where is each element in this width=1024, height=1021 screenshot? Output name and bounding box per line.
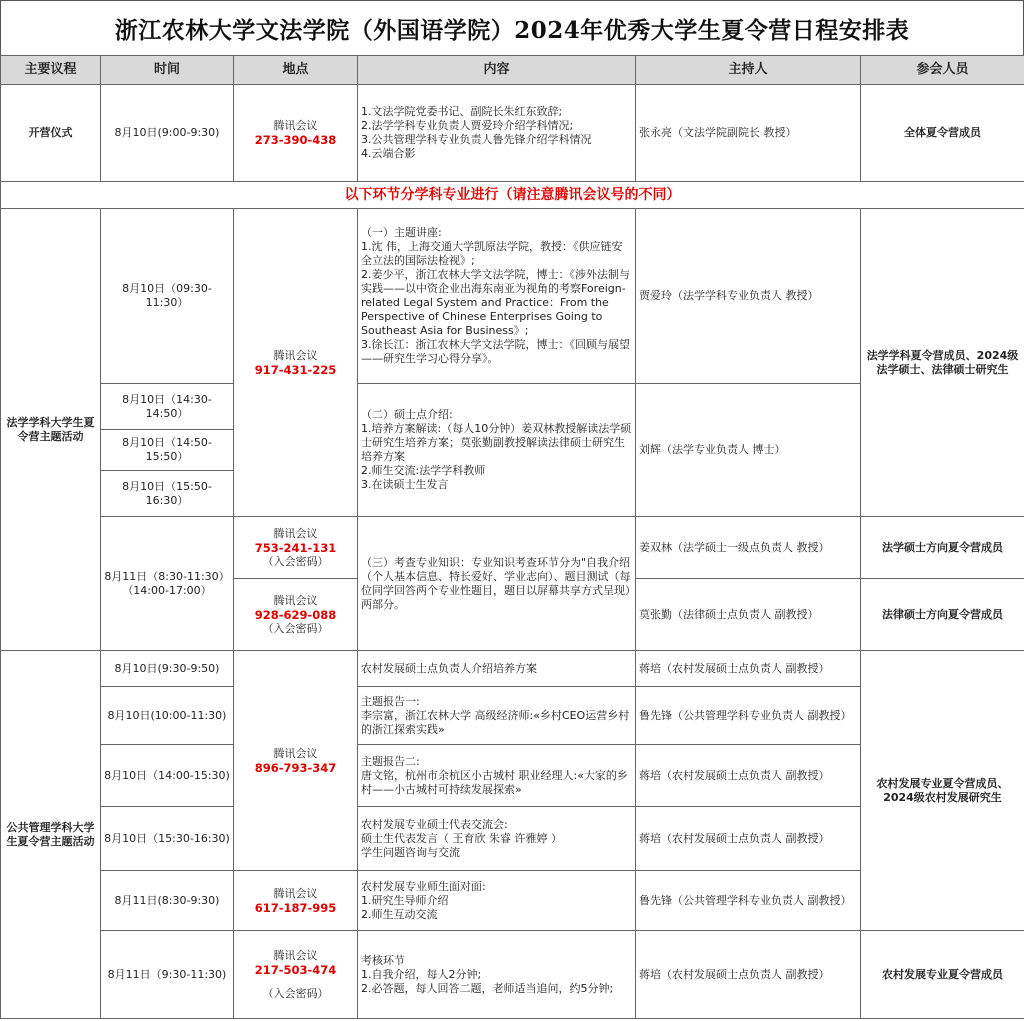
law-content-3: （三）考查专业知识：专业知识考查环节分为"自我介绍（个人基本信息、特长爱好、学业志向）、题目测试（每位同学回答两个专业性题目，题目以屏幕共享方式呈现）两部分。 <box>358 517 636 651</box>
pa-content-3: 主题报告二: 唐文铭，杭州市余杭区小古城村 职业经理人:«大家的乡村——小古城村可持续发展探索» <box>358 745 636 807</box>
law-row-5 <box>1 517 1024 579</box>
header-content: 内容 <box>358 56 636 85</box>
opening-row <box>1 85 1024 182</box>
schedule-table <box>0 55 1024 1019</box>
pa-row-1 <box>1 651 1024 687</box>
law-host-2: 刘辉（法学专业负责人 博士） <box>636 384 861 517</box>
law-venue-3 <box>234 579 358 651</box>
law-time-4: 8月10日（15:50-16:30） <box>101 471 234 517</box>
opening-venue-label: 腾讯会议 <box>273 119 318 132</box>
pa-venue-2-code: 617-187-995 <box>254 900 337 915</box>
pa-row-6 <box>1 931 1024 1019</box>
opening-host: 张永亮（文法学院副院长 教授） <box>636 85 861 182</box>
pa-time-6: 8月11日（9:30-11:30) <box>101 931 234 1019</box>
page-title: 浙江农林大学文法学院（外国语学院）2024年优秀大学生夏令营日程安排表 <box>0 0 1024 55</box>
pa-time-3: 8月10日（14:00-15:30) <box>101 745 234 807</box>
header-attendees: 参会人员 <box>861 56 1024 85</box>
opening-time: 8月10日(9:00-9:30) <box>101 85 234 182</box>
law-host-3: 姜双林（法学硕士一级点负责人 教授） <box>636 517 861 579</box>
pa-host-1: 蒋培（农村发展硕士点负责人 副教授） <box>636 651 861 687</box>
pa-attendees-6: 农村发展专业夏令营成员 <box>861 931 1024 1019</box>
pa-content-5: 农村发展专业师生面对面: 1.研究生导师介绍 2.师生互动交流 <box>358 871 636 931</box>
law-time-2: 8月10日（14:30-14:50） <box>101 384 234 430</box>
law-host-1: 贾爱玲（法学学科专业负责人 教授） <box>636 209 861 384</box>
opening-venue <box>234 85 358 182</box>
pa-venue-3-label: 腾讯会议 <box>273 948 318 962</box>
header-agenda: 主要议程 <box>1 56 101 85</box>
pa-content-2: 主题报告一: 李宗富，浙江农林大学 高级经济师:«乡村CEO运营乡村的浙江探索实践» <box>358 687 636 745</box>
law-agenda: 法学学科大学生夏令营主题活动 <box>1 209 101 651</box>
law-attendees-4: 法律硕士方向夏令营成员 <box>861 579 1024 651</box>
law-row-1 <box>1 209 1024 384</box>
header-time: 时间 <box>101 56 234 85</box>
law-venue-2-note: （入会密码） <box>262 554 329 568</box>
law-venue-2-code: 753-241-131 <box>254 540 337 555</box>
header-host: 主持人 <box>636 56 861 85</box>
header-row <box>1 56 1024 85</box>
pa-host-4: 蒋培（农村发展硕士点负责人 副教授） <box>636 807 861 871</box>
law-time-day2: 8月11日（8:30-11:30） （14:00-17:00） <box>101 517 234 651</box>
pa-time-2: 8月10日(10:00-11:30) <box>101 687 234 745</box>
law-time-1: 8月10日（09:30-11:30） <box>101 209 234 384</box>
pa-host-2: 鲁先锋（公共管理学科专业负责人 副教授） <box>636 687 861 745</box>
pa-time-4: 8月10日（15:30-16:30) <box>101 807 234 871</box>
pa-content-6: 考核环节 1.自我介绍，每人2分钟; 2.必答题，每人回答二题，老师适当追问，约5分钟; <box>358 931 636 1019</box>
opening-attendees: 全体夏令营成员 <box>861 85 1024 182</box>
law-time-3: 8月10日（14:50-15:50） <box>101 430 234 471</box>
law-venue-3-note: （入会密码） <box>262 621 329 635</box>
banner-row <box>1 182 1024 209</box>
law-attendees-3: 法学硕士方向夏令营成员 <box>861 517 1024 579</box>
law-venue-1-label: 腾讯会议 <box>273 348 318 362</box>
pa-venue-1-label: 腾讯会议 <box>273 746 318 760</box>
pa-content-1: 农村发展硕士点负责人介绍培养方案 <box>358 651 636 687</box>
pa-host-6: 蒋培（农村发展硕士点负责人 副教授） <box>636 931 861 1019</box>
law-venue-2-label: 腾讯会议 <box>273 526 318 540</box>
opening-meeting-code: 273-390-438 <box>254 133 337 147</box>
opening-content: 1.文法学院党委书记、副院长朱红东致辞; 2.法学学科专业负责人贾爱玲介绍学科情况; 3.公共管理学科专业负责人鲁先锋介绍学科情况 4.云端合影 <box>358 85 636 182</box>
pa-venue-3-note: （入会密码） <box>262 986 329 1000</box>
law-attendees-1: 法学学科夏令营成员、2024级法学硕士、法律硕士研究生 <box>861 209 1024 517</box>
law-venue-3-code: 928-629-088 <box>254 607 337 622</box>
pa-venue-2-label: 腾讯会议 <box>273 886 318 900</box>
pa-attendees-1: 农村发展专业夏令营成员、2024级农村发展研究生 <box>861 651 1024 931</box>
pa-venue-1-code: 896-793-347 <box>254 760 337 775</box>
pa-venue-1 <box>234 651 358 871</box>
pa-host-5: 鲁先锋（公共管理学科专业负责人 副教授） <box>636 871 861 931</box>
law-venue-2 <box>234 517 358 579</box>
pa-agenda: 公共管理学科大学生夏令营主题活动 <box>1 651 101 1019</box>
pa-venue-2 <box>234 871 358 931</box>
law-content-1: （一）主题讲座: 1.沈 伟，上海交通大学凯原法学院，教授：《供应链安全立法的国际法检视》; 2.姜少平，浙江农林大学文法学院，博士：《涉外法制与实践——以中资企业出海东南亚为视角的考察Foreign-related Legal System and Practice：From the Perspective of Chinese Enterprises Going to Southeast Asia for Business》; 3.徐长江：浙江农林大学文法学院，博士：《回顾与展望——研究生学习心得分享》。 <box>358 209 636 384</box>
opening-agenda: 开营仪式 <box>1 85 101 182</box>
pa-content-4: 农村发展专业硕士代表交流会: 硕士生代表发言（ 王育欣 朱睿 许雅婷 ） 学生问题咨询与交流 <box>358 807 636 871</box>
law-venue-3-label: 腾讯会议 <box>273 593 318 607</box>
law-venue-1 <box>234 209 358 517</box>
pa-venue-3 <box>234 931 358 1019</box>
law-host-4: 莫张勤（法律硕士点负责人 副教授） <box>636 579 861 651</box>
notice-banner: 以下环节分学科专业进行（请注意腾讯会议号的不同） <box>1 182 1024 209</box>
law-venue-1-code: 917-431-225 <box>254 362 337 377</box>
header-venue: 地点 <box>234 56 358 85</box>
pa-venue-3-code: 217-503-474 <box>254 962 337 977</box>
law-content-2: （二）硕士点介绍: 1.培养方案解读:（每人10分钟）姜双林教授解读法学硕士研究生培养方案；莫张勤副教授解读法律硕士研究生培养方案 2.师生交流:法学学科教师 3.在读硕士生发言 <box>358 384 636 517</box>
pa-time-5: 8月11日(8:30-9:30) <box>101 871 234 931</box>
pa-host-3: 蒋培（农村发展硕士点负责人 副教授） <box>636 745 861 807</box>
pa-time-1: 8月10日(9:30-9:50) <box>101 651 234 687</box>
